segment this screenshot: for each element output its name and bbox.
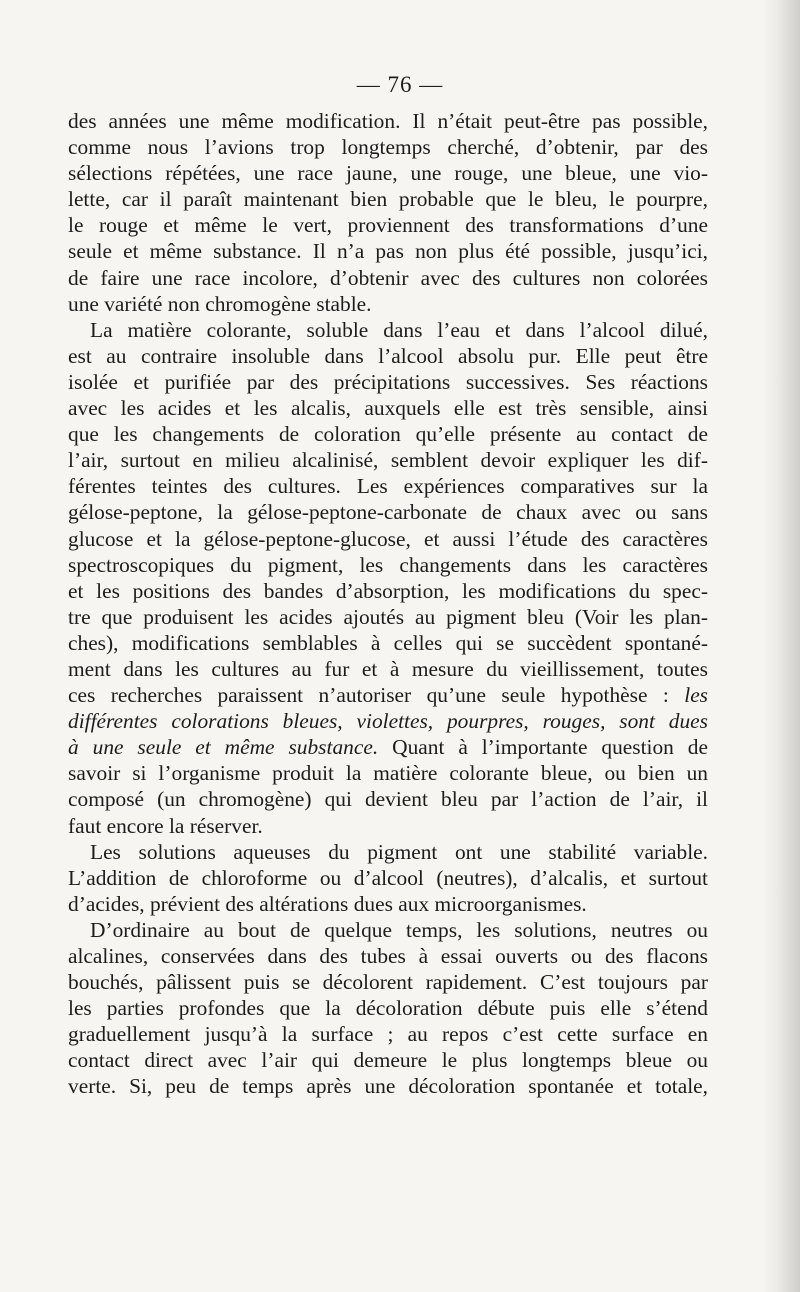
text-line: comme nous l’avions trop longtemps cherché, d’obtenir, par des <box>68 135 708 160</box>
text-line: tre que produisent les acides ajoutés au pigment bleu (Voir les plan- <box>68 604 708 629</box>
paragraph-1 <box>68 108 708 317</box>
text-line: verte. Si, peu de temps après une décoloration spontanée et totale, <box>68 1074 708 1099</box>
text-line: avec les acides et les alcalis, auxquels elle est très sensible, ainsi <box>68 396 708 421</box>
text-line: de faire une race incolore, d’obtenir avec des cultures non colorées <box>68 265 708 290</box>
italic-fragment: les <box>684 683 709 708</box>
italic-fragment: à une seule et même substance. <box>68 735 379 760</box>
italic-fragment: différentes colorations bleues, violettes, pourpres, rouges, sont dues <box>68 709 708 734</box>
text-line: sélections répétées, une race jaune, une rouge, une bleue, une vio- <box>68 161 708 186</box>
text-fragment: Quant à l’importante question de <box>392 735 708 760</box>
paragraph-4 <box>68 917 708 1100</box>
text-line: Les solutions aqueuses du pigment ont une stabilité variable. <box>90 839 708 864</box>
text-line: alcalines, conservées dans des tubes à essai ouverts ou des flacons <box>68 944 708 968</box>
text-line: faut encore la réserver. <box>68 813 263 838</box>
text-line: spectroscopiques du pigment, les changements dans les caractères <box>68 552 708 577</box>
body-text <box>68 108 708 1100</box>
text-fragment: ces recherches paraissent n’autoriser qu’une seule hypothèse : <box>68 683 669 708</box>
text-line: ches), modifications semblables à celles qui se succèdent spontané- <box>68 630 708 655</box>
text-line: bouchés, pâlissent puis se décolorent rapidement. C’est toujours par <box>68 970 708 995</box>
text-line: une variété non chromogène stable. <box>68 291 372 316</box>
text-line: les parties profondes que la décoloration débute puis elle s’étend <box>68 996 708 1021</box>
text-line: contact direct avec l’air qui demeure le plus longtemps bleue ou <box>68 1048 708 1073</box>
text-line: savoir si l’organisme produit la matière colorante bleue, ou bien un <box>68 761 708 786</box>
page-edge-shadow <box>762 0 800 1292</box>
text-line: l’air, surtout en milieu alcalinisé, semblent devoir expliquer les dif- <box>68 448 708 473</box>
text-line: le rouge et même le vert, proviennent des transformations d’une <box>68 213 708 238</box>
text-line-mixed <box>68 734 708 760</box>
text-line: seule et même substance. Il n’a pas non plus été possible, jusqu’ici, <box>68 239 708 264</box>
text-line: isolée et purifiée par des précipitations successives. Ses réactions <box>68 369 708 394</box>
text-line-mixed <box>68 682 708 708</box>
text-line: D’ordinaire au bout de quelque temps, les solutions, neutres ou <box>90 917 708 942</box>
text-line: et les positions des bandes d’absorption, les modifications du spec- <box>68 578 708 603</box>
italic-line <box>68 708 708 734</box>
text-line: des années une même modification. Il n’était peut-être pas possible, <box>68 109 708 133</box>
paragraph-3 <box>68 839 708 917</box>
paragraph-2 <box>68 317 708 839</box>
page-number: — 76 — <box>356 72 444 97</box>
text-line: lette, car il paraît maintenant bien probable que le bleu, le pourpre, <box>68 187 708 212</box>
text-line: composé (un chromogène) qui devient bleu par l’action de l’air, il <box>68 787 708 812</box>
text-line: gélose-peptone, la gélose-peptone-carbonate de chaux avec ou sans <box>68 500 708 525</box>
text-line: férentes teintes des cultures. Les expériences comparatives sur la <box>68 474 708 499</box>
text-line: L’addition de chloroforme ou d’alcool (neutres), d’alcalis, et surtout <box>68 865 708 890</box>
text-line: glucose et la gélose-peptone-glucose, et aussi l’étude des caractères <box>68 526 708 551</box>
text-line: que les changements de coloration qu’elle présente au contact de <box>68 422 708 447</box>
text-line: ment dans les cultures au fur et à mesure du vieillissement, toutes <box>68 656 708 681</box>
text-line: est au contraire insoluble dans l’alcool absolu pur. Elle peut être <box>68 343 708 368</box>
text-line: d’acides, prévient des altérations dues aux microorganismes. <box>68 891 587 916</box>
text-line: graduellement jusqu’à la surface ; au repos c’est cette surface en <box>68 1022 708 1047</box>
text-line: La matière colorante, soluble dans l’eau et dans l’alcool dilué, <box>90 317 708 342</box>
